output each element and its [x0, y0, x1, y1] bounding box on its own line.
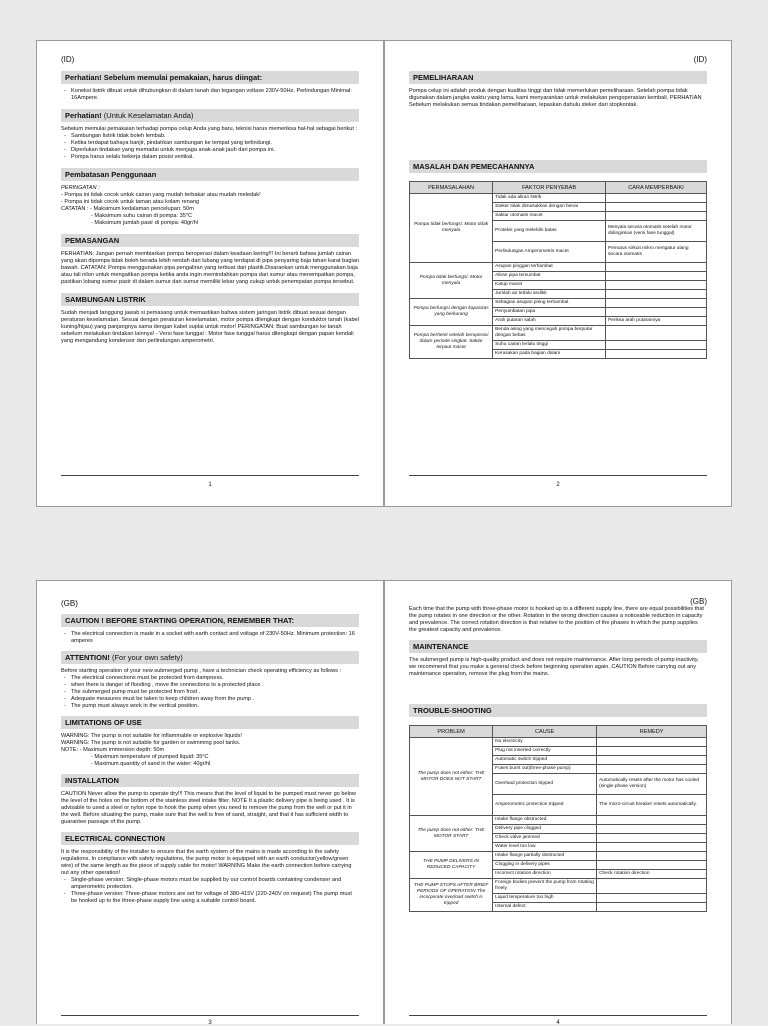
section-heading: PEMASANGAN: [61, 234, 359, 247]
heading-text: Perhatian!: [65, 111, 102, 120]
remedy-cell: [597, 834, 707, 843]
remedy-cell: [606, 281, 707, 290]
problem-cell: Pompa berfungsi dengan kapasitas yang berkurang: [410, 299, 493, 326]
remedy-cell: [606, 212, 707, 221]
problem-cell: The pump does not either: THE MOTOR START: [410, 816, 493, 852]
list-item: - The electrical connection is made in a socket with earth contact and voltage of 230V-50Hz. Minimum protection: 16 amperes: [71, 631, 359, 645]
remedy-cell: Periksa arah putarannya: [606, 317, 707, 326]
cause-cell: Katup macet: [493, 281, 606, 290]
table-row: [410, 852, 707, 861]
footer-rule: [61, 1015, 359, 1016]
text-line: PERINGATAN :: [61, 185, 100, 191]
remedy-cell: Check rotation direction: [597, 870, 707, 879]
cause-cell: Internal defect: [493, 903, 597, 912]
page-number: 4: [556, 1020, 560, 1026]
cause-cell: Penyumbatan pipa: [493, 308, 606, 317]
section-heading: CAUTION ! BEFORE STARTING OPERATION, REMEMBER THAT:: [61, 614, 359, 627]
list-item: - Ketika terdapat bahaya banjir, pindahkan sambungan ke tempat yang terlindungi.: [71, 140, 359, 147]
cause-cell: Water level too low: [493, 843, 597, 852]
remedy-cell: [606, 194, 707, 203]
remedy-cell: [606, 263, 707, 272]
footer-rule: [61, 475, 359, 476]
cause-cell: Incorrect rotation direction: [493, 870, 597, 879]
table-row: [410, 326, 707, 341]
table-row: [410, 738, 707, 747]
section-heading: [61, 651, 359, 664]
section-heading: INSTALLATION: [61, 774, 359, 787]
remedy-cell: [597, 903, 707, 912]
paragraph: Pompa celup ini adalah produk dengan kualitas tinggi dan tidak memerlukan pemeliharaan. Setelah pompa tidak digunakan dalam jangka waktu yang lama, kami menyarankan untuk melakukan pengoperasian kembali. PERHATIAN Sebelum melakukan semua tindakan pemeliharaan, lepaskan dahulu steker dari stopkontak.: [409, 88, 702, 108]
cause-cell: Kerusakan pada bagian dalam: [493, 350, 606, 359]
paragraph: It is the responsibility of the installer to ensure that the earth system of the mains is made according to the safety regulations. In compliance with safety regulations, the pump motor is equipped with an earth conductor(yellow/green wire) of the same length as the piece of supply cable for motor! WARNING Make the earth connection before carrying out any other operation!: [61, 849, 352, 876]
cause-cell: Foreign bodies prevent the pump from rotating freely: [493, 879, 597, 894]
remedy-cell: [597, 843, 707, 852]
column-header: FAKTOR PENYEBAB: [493, 182, 606, 194]
problem-cell: THE PUMP STOPS AFTER BRIEF PERIODS OF OPERATION The incorporate overload switch is tripped: [410, 879, 493, 912]
section-heading: LIMITATIONS OF USE: [61, 716, 359, 729]
paragraph: Sudah menjadi tanggung jawab si pemasang untuk memastikan bahwa sistem jaringan listrik dibuat sesuai dengan peraturan keselamatan. Sesuai dengan peraturan keselamatan, motor pompa dilengkapi dengan konduktor tanah (kabel kuning/hijau) yang panjangnya sama dengan kabel suplai untuk motor! PERINGATAN: Buat sambungan ke tanah sebelum melakukan tindakan lainnya! - Versi fase tunggal : Motor fase tunggal harus dilengkapi dengan papan kendali yang mengandung kondensor dan perlindungan amperometri.: [61, 310, 359, 344]
heading-subtext: (For your own safety): [111, 653, 183, 662]
language-tag: (GB): [690, 597, 707, 606]
table-row: [410, 299, 707, 308]
cause-cell: Saklar otomatis macet: [493, 212, 606, 221]
table-row: [410, 816, 707, 825]
cause-cell: Clogging in delivery pipes: [493, 861, 597, 870]
problem-cell: THE PUMP DELIVERS IN REDUCED CAPACITY: [410, 852, 493, 879]
list: [61, 88, 359, 102]
remedy-cell: [606, 308, 707, 317]
remedy-cell: [597, 756, 707, 765]
text-line: - Maksimum suhu cairan di pompa: 35°C: [91, 213, 193, 219]
section-heading: Pembatasan Penggunaan: [61, 168, 359, 181]
section-heading: PEMELIHARAAN: [409, 71, 707, 84]
list: [61, 675, 359, 710]
remedy-cell: [606, 290, 707, 299]
column-header: PERMASALAHAN: [410, 182, 493, 194]
list: [61, 133, 359, 161]
cause-cell: Intake flange obstructed: [493, 816, 597, 825]
troubleshooting-table: [409, 181, 707, 359]
remedy-cell: [606, 272, 707, 281]
cause-cell: Check valve jammed: [493, 834, 597, 843]
cause-cell: Overload protection tripped: [493, 774, 597, 795]
cause-cell: Arah putaran salah: [493, 317, 606, 326]
remedy-cell: Pemutus sirkuit mikro mengatur ulang secara otomatis: [606, 242, 707, 263]
problem-cell: Pompa tidak berfungsi: Motor menyala: [410, 263, 493, 299]
list: [61, 877, 359, 905]
text-line: - Pompa ini tidak cocok untuk cairan yang mudah terbakar atau mudah meledak!: [61, 192, 261, 198]
heading-subtext: (Untuk Keselamatan Anda): [103, 111, 194, 120]
footer-rule: [409, 475, 707, 476]
cause-cell: Perlindungan Amperometris macet: [493, 242, 606, 263]
text-line: - Pompa ini tidak cocok untuk taman atau kolam renang: [61, 199, 200, 205]
column-header: REMEDY: [597, 726, 707, 738]
paragraph: PERHATIAN: Jangan pernah membiarkan pompa beroperasi dalam keadaan kering!!! Ini berarti bahwa jumlah cairan yang akan dipompa tidak boleh berada lebih rendah dari lubang yang terdapat di pipa penyaring baja tahan karat bagian bawah. CATATAN: Pompa menggunakan pipa pengaliran yang terbuat dari plastik.Disarankan untuk menggunakan baja atau tali nilon untuk mengaitkan pompa ketika anda ingin memindahkan pompa dari sumur atau menempatkan pompa, pastikan lobang sumur pasir di dalam sumur dan sumur memiliki lebar yang cukup untuk penempatan pompa tersebut.: [61, 251, 359, 285]
column-header: CARA MEMPERBAIKI: [606, 182, 707, 194]
paragraph: The submerged pump is high-quality product and does not require maintenance. After long periods of pump inactivity, we recommend that you make a general check before beginning operation again. CAUTION Before carrying out any maintenance operation, remove the plug from the mains.: [409, 657, 699, 677]
language-tag: (ID): [61, 55, 75, 64]
section-heading: Perhatian! Sebelum memulai pemakaian, harus diingat:: [61, 71, 359, 84]
list-item: - Koneksi listrik dibuat untuk dihubungkan di dalam tanah dan tegangan voltase 230V-50Hz. Perlindungan Minimal: 16Ampere.: [71, 88, 359, 102]
page-4: [384, 580, 732, 1024]
cause-cell: Asupan pinggan terhambat: [493, 263, 606, 272]
cause-cell: Plug not inserted correctly: [493, 747, 597, 756]
list-item: - Single-phase version: Single-phase motors must be supplied by our control boards containing condenser and amperometric protection.: [71, 877, 359, 891]
language-tag: (ID): [693, 55, 707, 64]
remedy-cell: [606, 326, 707, 341]
list-item: - Adequate measures must be taken to keep children away from the pump .: [71, 696, 359, 703]
table-row: [410, 194, 707, 203]
list-item: - Sambungan listrik tidak boleh lembab.: [71, 133, 359, 140]
remedy-cell: [597, 765, 707, 774]
list-item: - Pompa harus selalu bekerja dalam posisi vertikal.: [71, 154, 359, 161]
list-item: - when there is danger of flooding , move the connections to a protected place .: [71, 682, 359, 689]
list: [61, 631, 359, 645]
problem-cell: The pump does not either: THE MOTOR DOES NOT START: [410, 738, 493, 816]
page-number: 1: [208, 482, 212, 488]
remedy-cell: [597, 738, 707, 747]
remedy-cell: [606, 203, 707, 212]
paragraph: CAUTION Never allow the pump to operate dry!!! This means that the level of liquid to be pumped must never go below the level of the holes on the bottom of the stainless steel intake filter. NOTE It a plastic delivery pipe is being used . It is advisable to used a steel or nylon rope to hook the pump when you need to remove the pump from the well or put it in the well. Before situating the pump, make sure that the well is free of sand, straight, and that it has sufficient width to guarantee passage of the pump.: [61, 791, 356, 825]
list-item: - Diperlukan tindakan yang memadai untuk menjaga anak-anak jauh dari pompa ini.: [71, 147, 359, 154]
paragraph: Sebelum memulai pemakaian terhadap pompa celup Anda yang baru, teknisi harus memeriksa hal-hal sebagai berikut :: [61, 126, 358, 132]
cause-cell: Automatic switch tripped: [493, 756, 597, 765]
remedy-cell: [597, 825, 707, 834]
text-line: - Maksimum jumlah pasir di pompa: 40gr/hl: [91, 220, 198, 226]
problem-cell: Pompa tidak berfungsi: Motor tidak menyala: [410, 194, 493, 263]
cause-cell: Proteksi yang melebihi batas: [493, 221, 606, 242]
problem-cell: Pompa berhenti setelah beroperasi dalam periode singkat. Saklar terpaut macet: [410, 326, 493, 359]
remedy-cell: [597, 747, 707, 756]
cause-cell: Benda asing yang mencegah pompa berputar dengan bebas: [493, 326, 606, 341]
paragraph: Before starting operation of your new submerged pump , have a technician check operating efficiency as follows :: [61, 668, 342, 674]
page-3: [36, 580, 384, 1024]
table-row: [410, 879, 707, 894]
remedy-cell: [606, 341, 707, 350]
cause-cell: No electricity: [493, 738, 597, 747]
remedy-cell: [606, 350, 707, 359]
list-item: - The electrical connections must be protected from dampness.: [71, 675, 359, 682]
section-heading: MASALAH DAN PEMECAHANNYA: [409, 160, 707, 173]
cause-cell: Liquid temperature too high: [493, 894, 597, 903]
remedy-cell: [597, 879, 707, 894]
section-heading: ELECTRICAL CONNECTION: [61, 832, 359, 845]
page-1: [36, 40, 384, 507]
cause-cell: Delivery pipe clogged: [493, 825, 597, 834]
text-line: - Maximum quantity of sand in the water: 40gr/hl: [91, 761, 211, 767]
remedy-cell: [597, 852, 707, 861]
section-heading: [61, 109, 359, 122]
list-item: - Three-phase version: Three-phase motors are set for voltage of 380-415V (220-240V on request) The pump must be hooked up to the three-phase supply line using a suitable control board.: [71, 891, 359, 905]
text-line: WARNING: The pump is not suitable for inflammable or explosive liquids!: [61, 733, 242, 739]
remedy-cell: Menyala secara otomatis setelah motor didinginkan (versi fase tunggal): [606, 221, 707, 242]
cause-cell: Tidak ada aliran listrik: [493, 194, 606, 203]
paragraph: Each time that the pump with three-phase motor is hooked up to a different supply line, there are equal possibilities that the pump rotates in one direction or the other. Rotation in the wrong direction causes a noticeable reduction in capacity and prevalence. The correct rotation direction is that relative to the position of the phases in which the pump supplies the greatest capacity and prevalence.: [409, 606, 704, 633]
heading-text: ATTENTION!: [65, 653, 110, 662]
remedy-cell: [597, 861, 707, 870]
list-item: - The pump must always work in the vertical position.: [71, 703, 359, 710]
list-item: - The submerged pump must be protected from frost .: [71, 689, 359, 696]
text-line: NOTE: - Maximum immersion depth: 50m: [61, 747, 165, 753]
section-heading: MAINTENANCE: [409, 640, 707, 653]
cause-cell: Steker tidak dimasukkan dengan benar: [493, 203, 606, 212]
remedy-cell: The micro-circuit breaker resets automatically.: [597, 795, 707, 816]
cause-cell: Amperometric protection tripped: [493, 795, 597, 816]
section-heading: TROUBLE-SHOOTING: [409, 704, 707, 717]
cause-cell: Intake flange partially obstructed: [493, 852, 597, 861]
troubleshooting-table: [409, 725, 707, 912]
cause-cell: Aliran pipa tersumbat: [493, 272, 606, 281]
section-heading: SAMBUNGAN LISTRIK: [61, 293, 359, 306]
remedy-cell: [606, 299, 707, 308]
language-tag: (GB): [61, 599, 78, 608]
page-number: 2: [556, 482, 560, 488]
cause-cell: Fuses burnt out(three-phase pump): [493, 765, 597, 774]
cause-cell: Sebagian asupan piring terhambat: [493, 299, 606, 308]
footer-rule: [409, 1015, 707, 1016]
column-header: PROBLEM: [410, 726, 493, 738]
column-header: CAUSE: [493, 726, 597, 738]
table-row: [410, 263, 707, 272]
remedy-cell: [597, 894, 707, 903]
page-2: [384, 40, 732, 507]
remedy-cell: Automatically resets after the motor has cooled (single-phase version): [597, 774, 707, 795]
cause-cell: Suhu cairan terlalu tinggi: [493, 341, 606, 350]
text-line: - Maximum temperature of pumped liquid: 35°C: [91, 754, 209, 760]
text-line: WARNING: The pump is not suitable for garden or swimming pool tanks.: [61, 740, 241, 746]
text-line: CATATAN : - Maksimum kedalaman pencelupan: 50m: [61, 206, 194, 212]
page-number: 3: [208, 1020, 212, 1026]
remedy-cell: [597, 816, 707, 825]
cause-cell: Jumlah air terlalu sedikit: [493, 290, 606, 299]
